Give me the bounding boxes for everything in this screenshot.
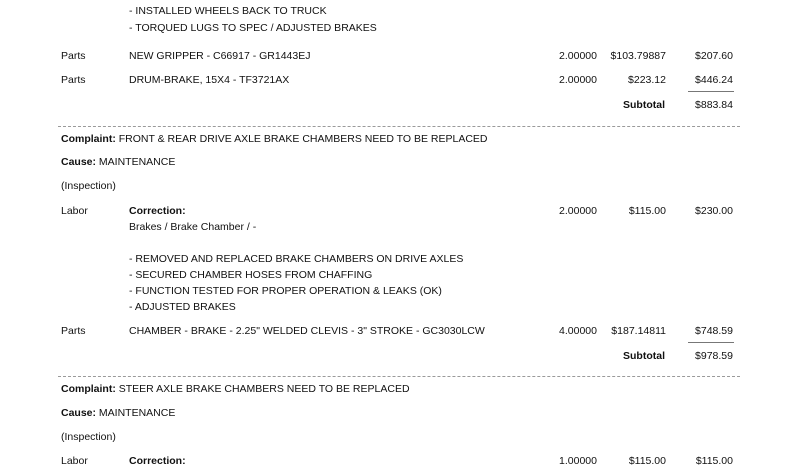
total-underline bbox=[688, 342, 734, 343]
labor-rate: $115.00 bbox=[628, 205, 666, 217]
cause-label: Cause: bbox=[61, 156, 97, 168]
labor-quantity: 2.00000 bbox=[559, 205, 597, 217]
total-underline bbox=[688, 91, 734, 92]
section-divider bbox=[58, 376, 740, 377]
part-unit-price: $103.79887 bbox=[610, 50, 666, 62]
cause-text: MAINTENANCE bbox=[96, 407, 176, 419]
subtotal-label: Subtotal bbox=[623, 350, 665, 362]
part-quantity: 4.00000 bbox=[559, 325, 597, 337]
part-unit-price: $223.12 bbox=[628, 74, 666, 86]
inspection-note: (Inspection) bbox=[61, 431, 116, 443]
labor-total: $115.00 bbox=[695, 455, 733, 467]
cause-text: MAINTENANCE bbox=[96, 156, 176, 168]
subtotal-value: $883.84 bbox=[695, 99, 733, 111]
correction-line: - TORQUED LUGS TO SPEC / ADJUSTED BRAKES bbox=[129, 22, 377, 34]
cause-label: Cause: bbox=[61, 407, 97, 419]
part-quantity: 2.00000 bbox=[559, 50, 597, 62]
complaint-label: Complaint: bbox=[61, 133, 116, 145]
correction-line: - FUNCTION TESTED FOR PROPER OPERATION & LEAKS (OK) bbox=[129, 285, 442, 297]
correction-line: - REMOVED AND REPLACED BRAKE CHAMBERS ON DRIVE AXLES bbox=[129, 253, 464, 265]
correction-line: - SECURED CHAMBER HOSES FROM CHAFFING bbox=[129, 269, 373, 281]
part-quantity: 2.00000 bbox=[559, 74, 597, 86]
cause bbox=[61, 157, 175, 168]
correction-label: Correction: bbox=[129, 455, 186, 467]
part-description: DRUM-BRAKE, 15X4 - TF3721AX bbox=[129, 74, 290, 86]
correction-line: - ADJUSTED BRAKES bbox=[129, 301, 236, 313]
part-line-total: $446.24 bbox=[695, 74, 733, 86]
section-divider bbox=[58, 126, 740, 127]
subtotal-value: $978.59 bbox=[695, 350, 733, 362]
line-type: Parts bbox=[61, 50, 86, 62]
labor-total: $230.00 bbox=[695, 205, 733, 217]
labor-rate: $115.00 bbox=[628, 455, 666, 467]
cause bbox=[61, 408, 175, 419]
line-type: Labor bbox=[61, 455, 88, 467]
labor-category: Brakes / Brake Chamber / - bbox=[129, 221, 257, 233]
correction-line: - INSTALLED WHEELS BACK TO TRUCK bbox=[129, 5, 327, 17]
complaint-text: STEER AXLE BRAKE CHAMBERS NEED TO BE REPLACED bbox=[115, 383, 410, 395]
complaint bbox=[61, 134, 488, 145]
labor-quantity: 1.00000 bbox=[559, 455, 597, 467]
complaint-text: FRONT & REAR DRIVE AXLE BRAKE CHAMBERS NEED TO BE REPLACED bbox=[115, 133, 488, 145]
part-line-total: $207.60 bbox=[695, 50, 733, 62]
line-type: Labor bbox=[61, 205, 88, 217]
subtotal-label: Subtotal bbox=[623, 99, 665, 111]
complaint-label: Complaint: bbox=[61, 383, 116, 395]
part-description: NEW GRIPPER - C66917 - GR1443EJ bbox=[129, 50, 311, 62]
part-unit-price: $187.14811 bbox=[611, 325, 666, 337]
part-description: CHAMBER - BRAKE - 2.25" WELDED CLEVIS - 3" STROKE - GC3030LCW bbox=[129, 325, 485, 337]
inspection-note: (Inspection) bbox=[61, 180, 116, 192]
correction-label: Correction: bbox=[129, 205, 186, 217]
complaint bbox=[61, 384, 410, 395]
part-line-total: $748.59 bbox=[695, 325, 733, 337]
line-type: Parts bbox=[61, 325, 86, 337]
line-type: Parts bbox=[61, 74, 86, 86]
